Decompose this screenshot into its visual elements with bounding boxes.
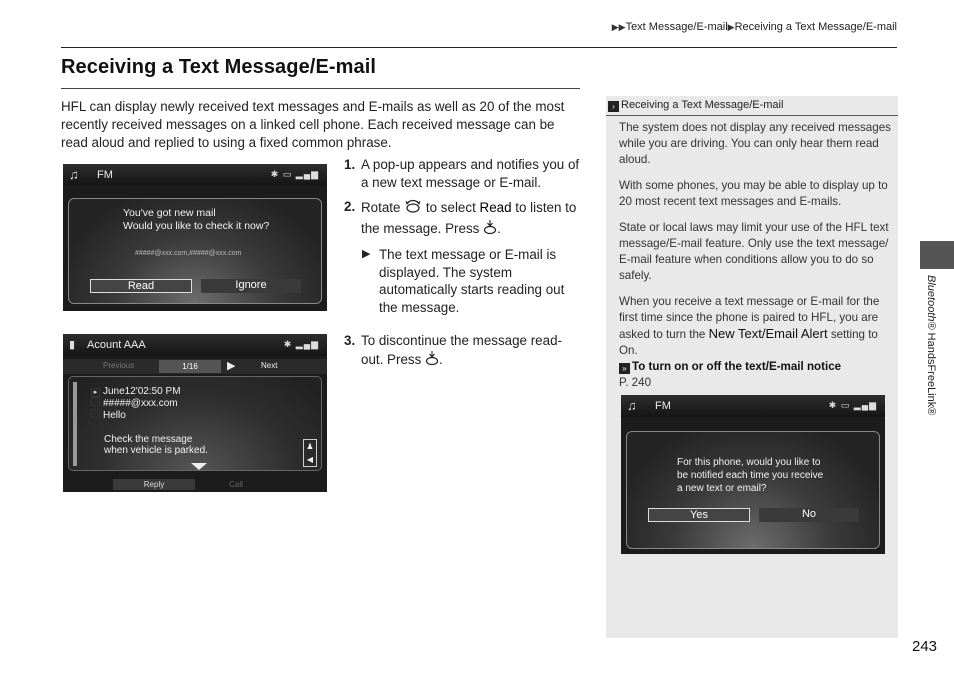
message-body-panel: [68, 376, 322, 471]
page-number: 243: [912, 638, 938, 655]
message-counter: 1/16: [159, 360, 221, 373]
bluetooth-battery-signal-icon: ✱ ▭ ▂▄▆: [270, 169, 319, 179]
interface-dial-press-icon: [425, 350, 439, 371]
screen-status-bar: [621, 395, 885, 417]
audio-source: FM: [655, 400, 671, 412]
note-marker-icon: ›: [608, 101, 619, 112]
interface-dial-rotate-icon: [404, 198, 422, 219]
ignore-button[interactable]: Ignore: [201, 279, 301, 293]
cross-reference-link[interactable]: » To turn on or off the text/E-mail notice: [619, 359, 891, 375]
link-arrow-icon: »: [619, 363, 630, 374]
breadcrumb: [612, 21, 897, 33]
step-2: 2. Rotate to select Read to listen to the message. Press .: [344, 198, 580, 239]
screen-status-bar: [63, 164, 327, 186]
scrollbar[interactable]: [73, 382, 77, 466]
message-subject: Hello: [91, 409, 126, 422]
audio-source: FM: [97, 169, 113, 181]
prompt-line-3: a new text or email?: [677, 483, 767, 494]
subject-icon: [91, 409, 100, 418]
result-arrow-icon: ▶: [362, 248, 371, 260]
steps-list: [344, 156, 580, 377]
setting-name: New Text/Email Alert: [708, 326, 828, 341]
sidebar-notes: [606, 96, 898, 638]
message-body-line-2: when vehicle is parked.: [104, 445, 208, 456]
message-nav-bar: [63, 359, 327, 374]
screen-new-mail-popup: [63, 164, 327, 311]
sidebar-paragraph-3: State or local laws may limit your use of the HFL text message/E-mail feature. Only use the text message/ E-mail feature when conditions allow you to do so safely.: [619, 221, 889, 282]
account-name: Acount AAA: [87, 339, 146, 351]
prompt-line-2: be notified each time you receive: [677, 470, 824, 481]
scroll-down-icon[interactable]: [191, 463, 207, 470]
cross-reference-page[interactable]: P. 240: [619, 376, 652, 389]
header-divider: [61, 47, 897, 48]
breadcrumb-part-1[interactable]: Text Message/E-mail: [625, 21, 728, 33]
message-body-line-1: Check the message: [104, 434, 193, 445]
music-note-icon: ♫: [627, 398, 637, 413]
chapter-tab: [920, 241, 954, 269]
step-3: 3. To discontinue the message read-out. Press .: [344, 332, 580, 370]
phone-icon: ▮: [69, 339, 76, 351]
next-arrow-icon: ▶: [227, 360, 236, 372]
prompt-dialog: [626, 431, 880, 549]
message-date: ▸ June12'02:50 PM: [91, 385, 181, 398]
popup-line-1: You've got new mail: [123, 207, 216, 219]
sidebar-paragraph-2: With some phones, you may be able to display up to 20 most recent text messages and E-mails.: [619, 179, 888, 208]
next-button[interactable]: Next: [261, 361, 278, 370]
bluetooth-battery-signal-icon: ✱ ▭ ▂▄▆: [828, 400, 877, 410]
page-title: Receiving a Text Message/E-mail: [61, 56, 377, 78]
no-button[interactable]: No: [759, 508, 859, 522]
sender-icon: [91, 397, 100, 406]
message-email: #####@xxx.com: [91, 397, 178, 410]
arrow-icon: ▶: [727, 22, 735, 32]
title-divider: [61, 88, 580, 89]
screen-status-bar: [63, 334, 327, 356]
prompt-line-1: For this phone, would you like to: [677, 457, 821, 468]
step-2-result: ▶ The text message or E-mail is displayed. The system automatically starts reading out the message.: [362, 247, 565, 315]
screen-message-detail: [63, 334, 327, 492]
previous-button[interactable]: Previous: [103, 361, 135, 370]
step-1: 1. A pop-up appears and notifies you of a new text message or E-mail.: [344, 157, 580, 190]
call-button[interactable]: Call: [229, 480, 243, 489]
popup-addresses: #####@xxx.com,#####@xxx.com: [135, 250, 242, 257]
sidebar-divider: [606, 115, 898, 116]
breadcrumb-part-2[interactable]: Receiving a Text Message/E-mail: [734, 21, 897, 33]
music-note-icon: ♫: [69, 167, 79, 182]
reply-button[interactable]: Reply: [113, 479, 195, 490]
arrow-icon: ▶▶: [611, 22, 626, 32]
interface-dial-press-icon: [483, 219, 497, 240]
status-icon: ▸: [91, 388, 100, 397]
intro-paragraph: HFL can display newly received text messages and E-mails as well as 20 of the most recently received messages on a linked cell phone. Each received message can be read aloud and replied to using a fixed common phrase.: [61, 99, 565, 150]
chapter-label: Bluetooth® HandsFreeLink®: [925, 275, 937, 416]
sidebar-paragraph-4: When you receive a text message or E-mail for the first time since the phone is paired to HFL, you are asked to turn the New Text/Email Alert setting to On.: [619, 295, 880, 357]
sidebar-heading: › Receiving a Text Message/E-mail: [606, 96, 898, 116]
sidebar-body: [619, 120, 891, 391]
bluetooth-signal-icon: ✱ ▂▄▆: [283, 339, 319, 349]
read-button[interactable]: Read: [90, 279, 192, 293]
voice-volume-icon[interactable]: ♟ ◀: [303, 439, 317, 467]
popup-line-2: Would you like to check it now?: [123, 220, 270, 232]
screen-notify-prompt: [621, 395, 885, 554]
yes-button[interactable]: Yes: [648, 508, 750, 522]
sidebar-paragraph-1: The system does not display any received messages while you are driving. You can only hear them read aloud.: [619, 121, 891, 166]
popup-dialog: [68, 198, 322, 304]
